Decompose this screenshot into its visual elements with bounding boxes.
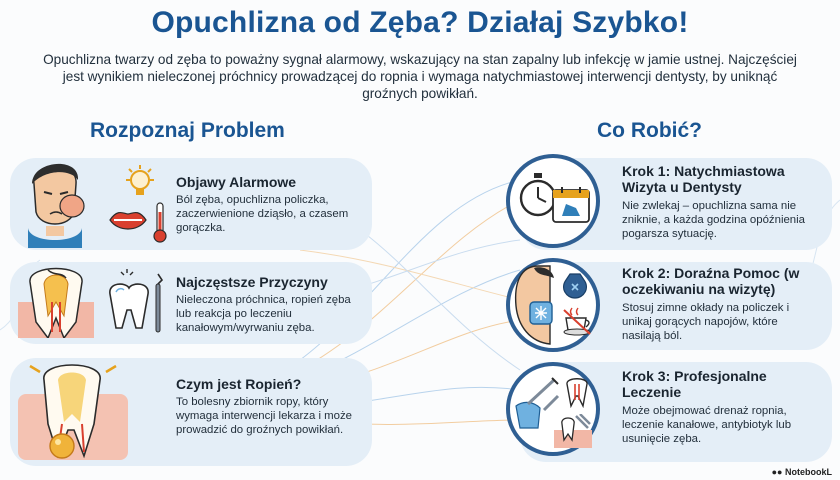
- step2-title: Krok 2: Doraźna Pomoc (w oczekiwaniu na wizytę): [622, 265, 800, 297]
- right-heading: Co Robić?: [597, 119, 702, 142]
- hot-drink-icon: [562, 306, 594, 336]
- decayed-tooth-icon: [18, 262, 94, 338]
- abscess-title: Czym jest Ropień?: [176, 376, 302, 392]
- ice-pack-icon: [560, 270, 590, 300]
- intro-text: Opuchlizna twarzy od zęba to poważny sygnał alarmowy, wskazujący na stan zapalny lub infekcję w jamie ustnej. Najczęściej jest wynikiem nieleczonej próchnicy prowadzącej do ropnia i wymaga natychmiastowej interwencji dentysty, by uniknąć groźnych powikłań.: [43, 52, 797, 101]
- thermometer-icon: [152, 202, 168, 244]
- abscess-text: To bolesny zbiornik ropy, który wymaga interwencji lekarza i może prowadzić do groźnych powikłań.: [176, 396, 352, 436]
- root-canal-icon: [564, 376, 590, 408]
- page-title: Opuchlizna od Zęba? Działaj Szybko!: [151, 6, 689, 39]
- lightbulb-pain-icon: [122, 164, 158, 200]
- tooth-icon: [106, 280, 152, 332]
- step3-title: Krok 3: Profesjonalne Leczenie: [622, 368, 767, 400]
- symptoms-card: [10, 158, 372, 250]
- symptoms-title: Objawy Alarmowe: [176, 174, 297, 190]
- sparkle-icon: [118, 268, 138, 284]
- step1-title: Krok 1: Natychmiastowa Wizyta u Dentysty: [622, 163, 785, 195]
- cold-compress-icon: [510, 264, 558, 348]
- brand-logo-icon: ●●: [771, 467, 785, 477]
- red-lips-icon: [108, 208, 148, 234]
- brand-watermark: [772, 467, 832, 477]
- dental-probe-icon: [150, 272, 166, 334]
- step2-icon-ring: [506, 258, 600, 352]
- step1-text: Nie zwlekaj – opuchlizna sama nie zniknie, a każda godzina opóźnienia pogarsza sytuację.: [622, 200, 806, 240]
- abscess-card: [10, 358, 372, 466]
- causes-title: Najczęstsze Przyczyny: [176, 274, 328, 290]
- symptoms-text: Ból zęba, opuchlizna policzka, zaczerwienione dziąsło, a czasem gorączka.: [176, 194, 349, 234]
- calendar-dental-chair-icon: [552, 186, 590, 224]
- step3-text: Może obejmować drenaż ropnia, leczenie kanałowe, antybiotyk lub usunięcie zęba.: [622, 405, 792, 445]
- step3-icon-ring: [506, 362, 600, 456]
- causes-text: Nieleczona próchnica, ropień zęba lub reakcja po leczeniu kanałowym/wyrwaniu zęba.: [176, 294, 351, 334]
- step2-text: Stosuj zimne okłady na policzek i unikaj gorących napojów, które nasilają ból.: [622, 302, 790, 342]
- abscess-tooth-icon: [18, 360, 128, 460]
- step1-icon-ring: [506, 154, 600, 248]
- causes-card: [10, 262, 372, 344]
- swollen-face-icon: [20, 154, 88, 248]
- extraction-icon: [554, 414, 592, 448]
- left-heading: Rozpoznaj Problem: [90, 119, 285, 142]
- brand-label: NotebookL: [785, 467, 832, 477]
